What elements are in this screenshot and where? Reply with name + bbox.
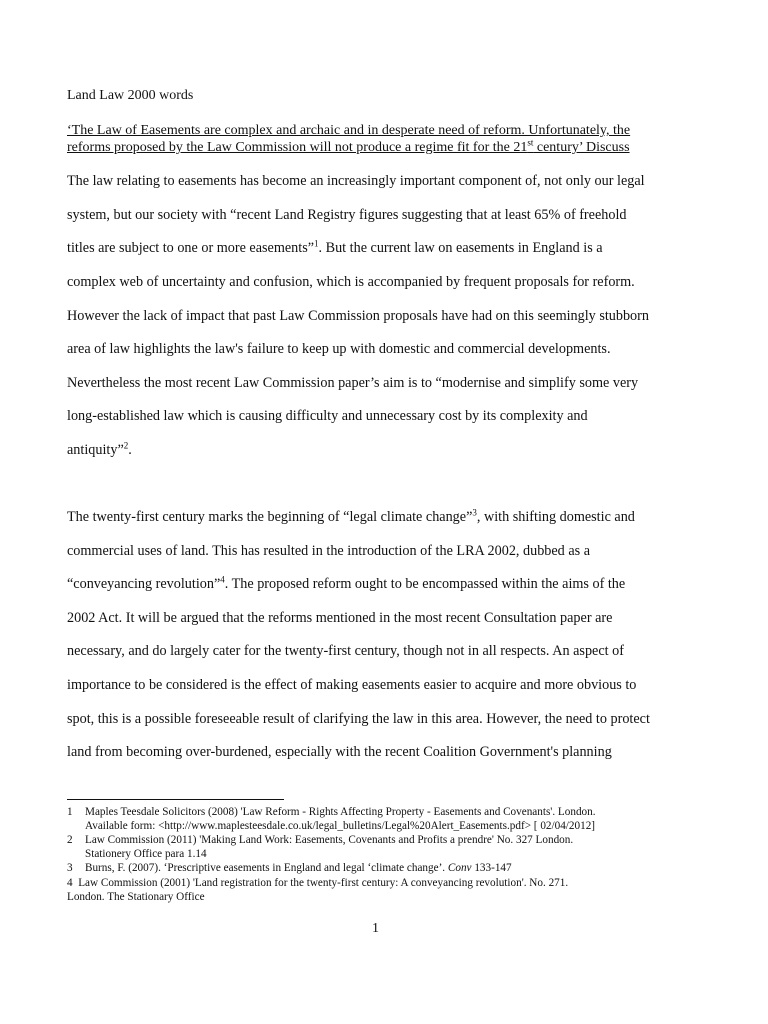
journal-title: Conv (447, 862, 472, 874)
body-line: importance to be considered is the effect of making easements easier to acquire and more obvious to (67, 677, 637, 693)
footnote-ref[interactable]: 2 (123, 440, 129, 451)
body-line: However the lack of impact that past Law Commission proposals have had on this seemingly stubborn (67, 308, 649, 324)
body-text: antiquity” (67, 442, 124, 458)
body-line (67, 576, 625, 593)
footnote-number: 4 (67, 877, 73, 889)
body-line: The law relating to easements has become an increasingly important component of, not only our legal (67, 173, 645, 189)
body-line: 2002 Act. It will be argued that the reforms mentioned in the most recent Consultation paper are (67, 610, 613, 626)
body-text: titles are subject to one or more easements” (67, 240, 315, 256)
footnote-text: 133-147 (471, 862, 512, 874)
footnote-1-cont: Available form: <http://www.maplesteesdale.co.uk/legal_bulletins/Legal%20Alert_Easements.pdf> [ 02/04/2012] (85, 820, 596, 832)
footnote-text: Law Commission (2011) 'Making Land Work: Easements, Covenants and Profits a prendre' No. 327 London. (85, 834, 574, 846)
footnote-1 (67, 805, 596, 819)
body-line: necessary, and do largely cater for the twenty-first century, though not in all respects. An aspect of (67, 643, 624, 659)
essay-question (67, 122, 707, 156)
footnote-text: Burns, F. (2007). ‘Prescriptive easements in England and legal ‘climate change’. (85, 862, 448, 874)
footnote-ref[interactable]: 3 (472, 507, 477, 518)
footnote-2 (67, 833, 573, 847)
footnote-ref[interactable]: 1 (314, 238, 319, 249)
footnote-number: 3 (67, 862, 73, 874)
body-line (67, 509, 635, 526)
question-line-1: ‘The Law of Easements are complex and archaic and in desperate need of reform. Unfortunately, the (67, 123, 631, 138)
body-text: . (128, 442, 132, 458)
body-line: long-established law which is causing difficulty and unnecessary cost by its complexity and (67, 408, 588, 424)
body-text: . The proposed reform ought to be encompassed within the aims of the (224, 576, 626, 592)
body-line: spot, this is a possible foreseeable result of clarifying the law in this area. However, the need to protect (67, 711, 650, 727)
body-line (67, 240, 603, 257)
footnote-number: 2 (67, 834, 73, 846)
footnote-ref[interactable]: 4 (220, 574, 225, 585)
footnote-text: Maples Teesdale Solicitors (2008) 'Law Reform - Rights Affecting Property - Easements and Covenants'. London. (85, 806, 596, 818)
footnote-number: 1 (67, 806, 73, 818)
body-line: area of law highlights the law's failure to keep up with domestic and commercial developments. (67, 341, 611, 357)
body-line: Nevertheless the most recent Law Commission paper’s aim is to “modernise and simplify some very (67, 375, 639, 391)
body-line: complex web of uncertainty and confusion, which is accompanied by frequent proposals for reform. (67, 274, 635, 290)
footnote-4 (67, 876, 568, 890)
body-text: , with shifting domestic and (476, 509, 635, 525)
body-line: system, but our society with “recent Land Registry figures suggesting that at least 65% of freehold (67, 207, 627, 223)
body-line: commercial uses of land. This has resulted in the introduction of the LRA 2002, dubbed as a (67, 543, 590, 559)
footnote-separator (67, 799, 284, 800)
footnote-3 (67, 861, 512, 875)
question-line-2 (67, 139, 707, 156)
body-text: The twenty-first century marks the beginning of “legal climate change” (67, 509, 473, 525)
question-text: century’ Discuss (533, 140, 630, 155)
footnote-4-cont: London. The Stationary Office (67, 891, 205, 903)
body-text: “conveyancing revolution” (67, 576, 221, 592)
footnote-text: Law Commission (2001) 'Land registration for the twenty-first century: A conveyancing revolution'. No. 271. (78, 877, 569, 889)
page-number: 1 (372, 921, 379, 936)
question-text: reforms proposed by the Law Commission will not produce a regime fit for the 21 (67, 140, 528, 155)
body-line (67, 442, 132, 459)
footnote-2-cont: Stationery Office para 1.14 (85, 848, 207, 860)
superscript: st (527, 137, 534, 148)
body-line: land from becoming over-burdened, especially with the recent Coalition Government's planning (67, 744, 612, 760)
body-text: . But the current law on easements in England is a (318, 240, 603, 256)
document-header: Land Law 2000 words (67, 88, 194, 103)
